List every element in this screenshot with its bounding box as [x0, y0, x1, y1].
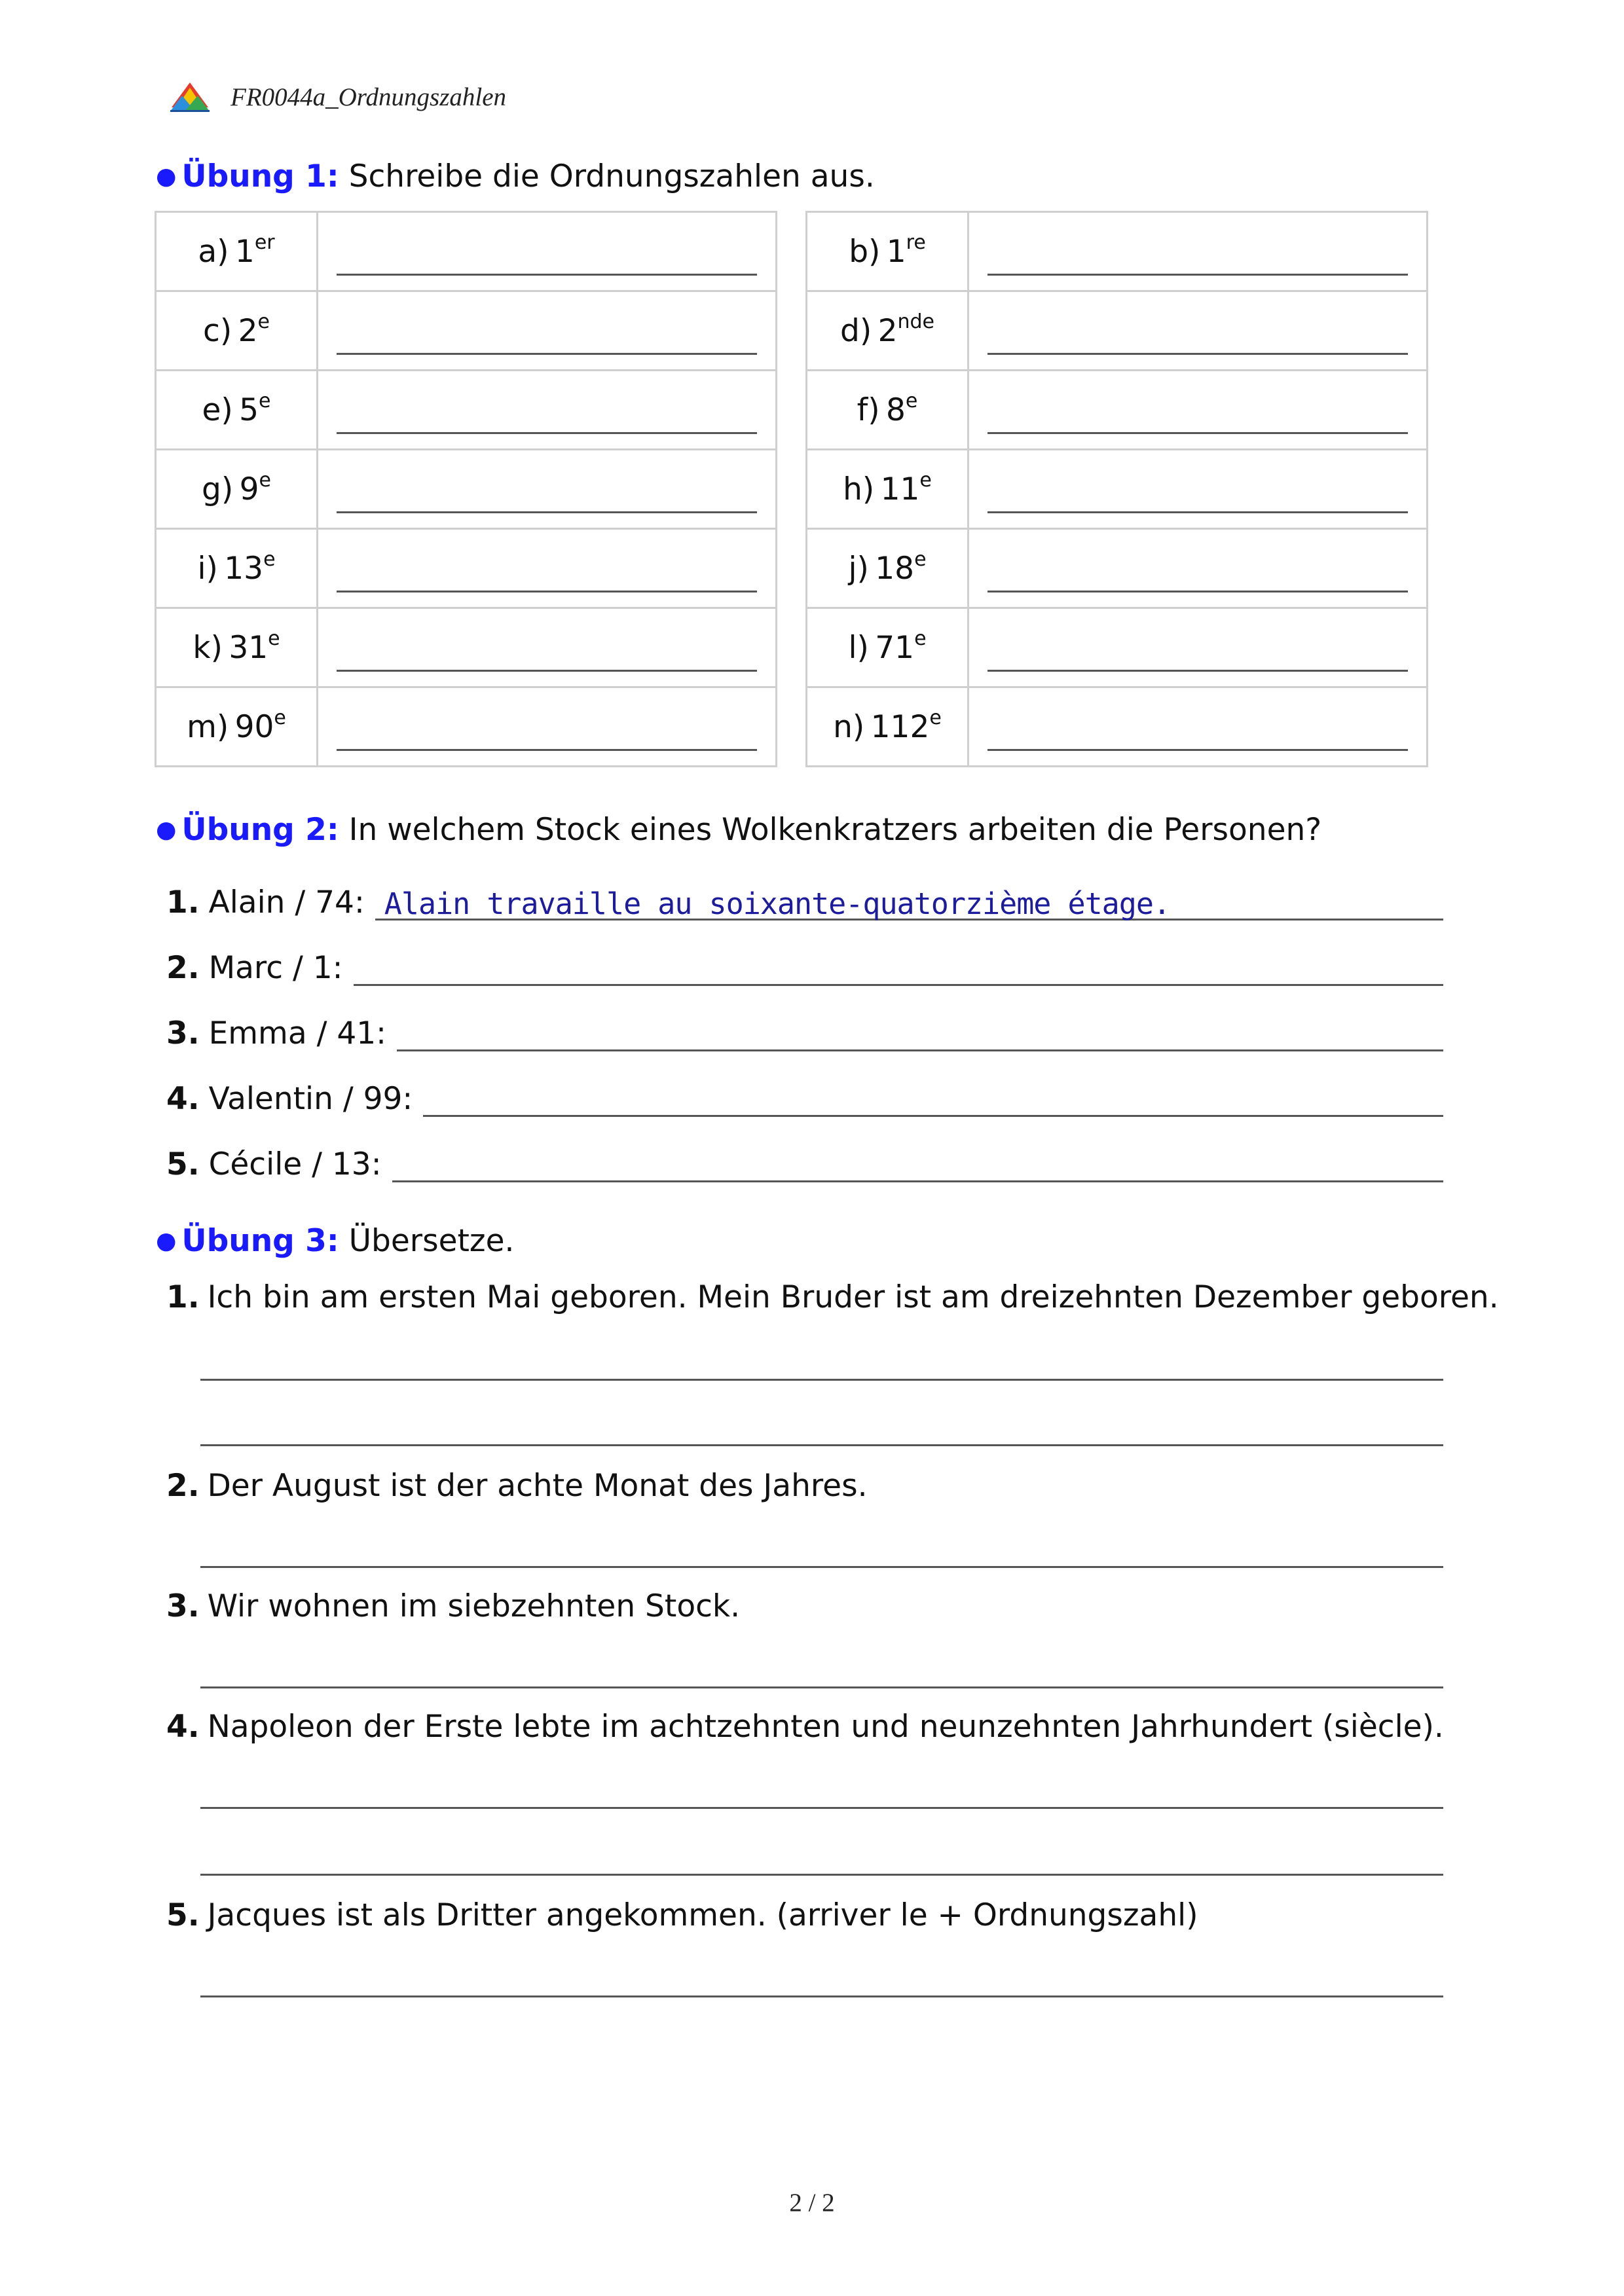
ordinal-suffix: e — [919, 468, 932, 492]
item-number: 5. — [166, 1897, 200, 1933]
answer-line[interactable] — [987, 274, 1408, 276]
item-number: 2. — [166, 1468, 200, 1504]
exercise-3-item — [166, 1896, 1198, 1935]
item-number: 4. — [166, 1081, 200, 1117]
answer-cell — [969, 529, 1428, 608]
item-text: Napoleon der Erste lebte im achtzehnten und neunzehnten Jahrhundert (siècle). — [207, 1709, 1444, 1745]
ordinal-label — [156, 450, 318, 529]
writing-line[interactable] — [200, 1444, 1443, 1446]
exercise-2-instruction: In welchem Stock eines Wolkenkratzers arbeiten die Personen? — [348, 812, 1322, 848]
ordinal-letter: g) — [202, 471, 234, 507]
ordinal-letter: n) — [833, 708, 865, 745]
exercise-1-instruction: Schreibe die Ordnungszahlen aus. — [348, 158, 875, 194]
answer-line[interactable] — [337, 274, 757, 276]
ordinal-number: 1 — [886, 233, 906, 270]
ordinal-number: 71 — [875, 629, 915, 666]
ordinal-suffix: e — [929, 706, 942, 729]
ordinal-label — [807, 291, 969, 371]
ordinal-suffix: e — [274, 706, 286, 729]
answer-cell — [969, 687, 1428, 767]
item-text: Wir wohnen im siebzehnten Stock. — [207, 1588, 741, 1624]
ordinal-number: 31 — [229, 629, 268, 666]
exercise-3-item — [166, 1707, 1444, 1747]
item-text: Der August ist der achte Monat des Jahres. — [207, 1468, 868, 1504]
item-prompt: Alain / 74: — [208, 884, 365, 920]
item-number: 2. — [166, 950, 200, 986]
answer-field[interactable] — [392, 1141, 1443, 1182]
item-text: Jacques ist als Dritter angekommen. (arriver le + Ordnungszahl) — [207, 1897, 1198, 1933]
ordinal-suffix: er — [254, 230, 275, 254]
item-number: 5. — [166, 1146, 200, 1182]
ordinal-letter: c) — [203, 312, 232, 349]
ordinal-row — [156, 371, 777, 450]
ordinal-suffix: e — [905, 389, 918, 412]
item-prompt: Valentin / 99: — [208, 1081, 413, 1117]
ordinal-row — [807, 291, 1428, 371]
exercise-2-item — [166, 1137, 1443, 1182]
ordinal-label — [807, 212, 969, 291]
exercise-3-instruction: Übersetze. — [348, 1223, 515, 1259]
ordinal-label — [156, 608, 318, 687]
answer-cell — [969, 450, 1428, 529]
ordinal-label — [807, 371, 969, 450]
answer-line[interactable] — [987, 432, 1408, 434]
ordinal-letter: k) — [193, 629, 223, 666]
ordinal-letter: e) — [202, 392, 233, 428]
answer-line[interactable] — [337, 749, 757, 751]
bullet-icon: ● — [156, 816, 177, 843]
ordinal-label — [156, 687, 318, 767]
answer-cell — [318, 371, 777, 450]
ordinal-row — [156, 291, 777, 371]
ordinal-letter: h) — [843, 471, 875, 507]
ordinal-suffix: e — [259, 468, 271, 492]
answer-line[interactable] — [337, 670, 757, 672]
ordinal-label — [807, 687, 969, 767]
answer-field[interactable] — [354, 945, 1444, 986]
answer-field[interactable] — [397, 1010, 1443, 1051]
answer-cell — [969, 291, 1428, 371]
ordinal-suffix: e — [263, 547, 276, 571]
ordinal-row — [807, 608, 1428, 687]
ordinal-letter: d) — [840, 312, 872, 349]
item-prompt: Marc / 1: — [208, 950, 343, 986]
ordinal-number: 2 — [877, 312, 898, 349]
ordinal-number: 5 — [239, 392, 259, 428]
answer-line[interactable] — [337, 591, 757, 592]
ordinal-number: 13 — [224, 550, 264, 587]
writing-line[interactable] — [200, 1686, 1443, 1688]
item-number: 1. — [166, 1279, 200, 1315]
exercise-2-item — [166, 940, 1443, 986]
ordinal-number: 9 — [239, 471, 259, 507]
answer-cell — [969, 608, 1428, 687]
ordinal-letter: j) — [848, 550, 869, 587]
ordinal-label — [807, 529, 969, 608]
answer-line[interactable] — [987, 511, 1408, 513]
bullet-icon: ● — [156, 163, 177, 190]
ordinal-row — [807, 212, 1428, 291]
ordinal-label — [807, 608, 969, 687]
item-number: 3. — [166, 1588, 200, 1624]
ordinal-row — [807, 371, 1428, 450]
ordinal-letter: b) — [849, 233, 881, 270]
exercise-2-item — [166, 1006, 1443, 1051]
ordinal-letter: m) — [187, 708, 229, 745]
exercise-3-item — [166, 1467, 868, 1506]
ordinal-label — [156, 371, 318, 450]
item-number: 1. — [166, 884, 200, 920]
item-number: 4. — [166, 1709, 200, 1745]
ordinal-suffix: e — [914, 547, 927, 571]
writing-line[interactable] — [200, 1566, 1443, 1568]
answer-cell — [318, 608, 777, 687]
exercise-2-heading — [156, 811, 1321, 850]
writing-line[interactable] — [200, 1874, 1443, 1876]
answer-field[interactable] — [423, 1076, 1443, 1117]
exercise-3-item — [166, 1278, 1499, 1317]
ordinal-row — [156, 608, 777, 687]
answer-cell — [318, 291, 777, 371]
answer-line[interactable] — [337, 353, 757, 355]
ordinal-number: 11 — [880, 471, 920, 507]
ordinal-letter: i) — [197, 550, 218, 587]
ordinal-row — [156, 212, 777, 291]
ordinal-suffix: e — [259, 389, 271, 412]
ordinal-number: 1 — [234, 233, 255, 270]
document-id: FR0044a_Ordnungszahlen — [231, 82, 507, 111]
ordinal-label — [156, 212, 318, 291]
answer-line[interactable] — [987, 670, 1408, 672]
writing-line[interactable] — [200, 1995, 1443, 1997]
answer-cell — [318, 529, 777, 608]
page-number: 2 / 2 — [789, 2189, 835, 2217]
handwritten-answer: Alain travaille au soixante-quatorzième étage. — [384, 886, 1171, 921]
ordinal-suffix: e — [268, 627, 280, 650]
writing-line[interactable] — [200, 1807, 1443, 1809]
writing-line[interactable] — [200, 1379, 1443, 1381]
ordinal-label — [807, 450, 969, 529]
ordinal-suffix: e — [914, 627, 927, 650]
ordinal-number: 112 — [870, 708, 930, 745]
ordinal-letter: a) — [198, 233, 229, 270]
answer-cell — [969, 371, 1428, 450]
answer-line[interactable] — [337, 511, 757, 513]
page-header — [169, 77, 506, 117]
item-text: Ich bin am ersten Mai geboren. Mein Bruder ist am dreizehnten Dezember geboren. — [207, 1279, 1499, 1315]
answer-cell — [969, 212, 1428, 291]
answer-cell — [318, 212, 777, 291]
exercise-1-label: Übung 1: — [181, 158, 339, 194]
ordinal-row — [156, 529, 777, 608]
ordinal-row — [156, 687, 777, 767]
exercise-3-label: Übung 3: — [181, 1223, 339, 1259]
ordinal-number: 18 — [875, 550, 915, 587]
ordinal-row — [807, 529, 1428, 608]
ordinal-number: 2 — [238, 312, 258, 349]
ordinal-letter: l) — [848, 629, 869, 666]
ordinal-number: 90 — [234, 708, 274, 745]
exercise-1-heading — [156, 157, 875, 196]
answer-line[interactable] — [987, 749, 1408, 751]
ordinal-row — [156, 450, 777, 529]
ordinal-row — [807, 450, 1428, 529]
answer-line[interactable] — [987, 353, 1408, 355]
item-number: 3. — [166, 1015, 200, 1051]
item-prompt: Emma / 41: — [208, 1015, 386, 1051]
ordinal-suffix: e — [257, 310, 270, 333]
answer-cell — [318, 687, 777, 767]
item-prompt: Cécile / 13: — [208, 1146, 382, 1182]
answer-field[interactable] — [375, 879, 1443, 920]
ordinal-number: 8 — [885, 392, 906, 428]
exercise-2-label: Übung 2: — [181, 812, 339, 848]
ordinal-label — [156, 291, 318, 371]
answer-line[interactable] — [987, 591, 1408, 592]
ordinal-letter: f) — [857, 392, 880, 428]
ordinal-suffix: re — [906, 230, 926, 254]
logo-icon — [169, 81, 211, 113]
exercise-2-item — [166, 1071, 1443, 1117]
exercise-3-item — [166, 1587, 740, 1626]
ordinal-label — [156, 529, 318, 608]
answer-line[interactable] — [337, 432, 757, 434]
ordinal-suffix: nde — [897, 310, 934, 333]
ordinal-table-right — [805, 211, 1428, 767]
exercise-2-item — [166, 875, 1443, 920]
answer-cell — [318, 450, 777, 529]
bullet-icon: ● — [156, 1228, 177, 1254]
exercise-3-heading — [156, 1222, 514, 1261]
ordinal-table-left — [155, 211, 777, 767]
ordinal-row — [807, 687, 1428, 767]
